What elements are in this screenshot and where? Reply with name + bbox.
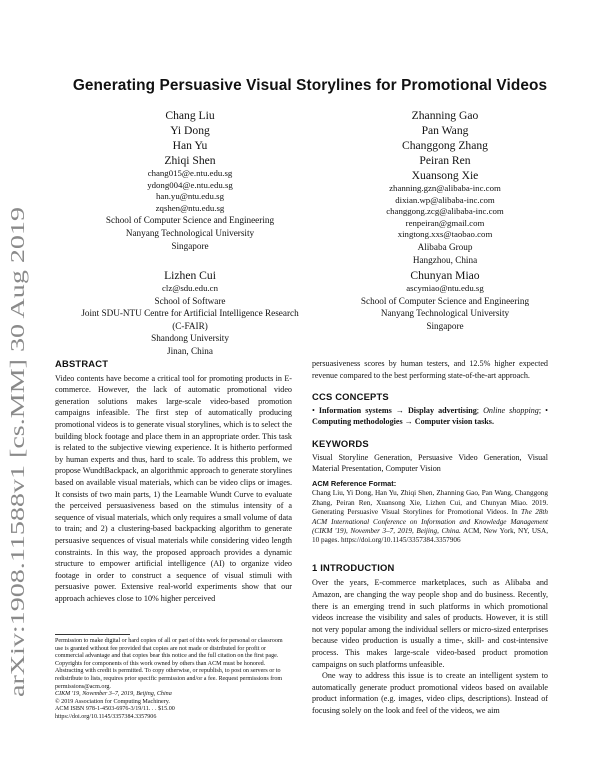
author-name: Yi Dong [170,124,210,137]
affiliation-line: Singapore [171,240,209,251]
author-email: changgong.zcg@alibaba-inc.com [386,206,504,217]
author-block-ntu [55,108,325,252]
author-block-alibaba [310,108,580,266]
ccs-concept-1-detail: Online shopping [483,405,539,415]
author-block-sdu [55,268,325,358]
ccs-bullet: • [545,405,548,415]
intro-heading: 1 INTRODUCTION [312,561,395,573]
author-name: Zhanning Gao [411,109,479,122]
intro-paragraph-2: One way to address this issue is to create an intelligent system to automatically generate product promotional videos based on available product information (e.g. images, video clips, descriptions). Instead of focusing solely on the look and feel of the videos, we aim [312,671,548,715]
author-email: xingtong.xxs@taobao.com [397,229,493,240]
author-email: renpeiran@gmail.com [405,217,485,228]
intro-paragraph-1: Over the years, E-commerce marketplaces, such as Alibaba and Amazon, are changing the way people shop and do business. Recently, there is an emerging trend in such platforms in which promotional videos increase the visibility and sales of products. However, it is still not very popular among the individual sellers or micro-sized enterprises because video production is usually a time-, skill- and cost-intensive process. This makes large-scale video-based product promotion campaigns on such platforms unfeasible. [312,578,548,669]
author-email: zhanning.gzn@alibaba-inc.com [389,183,501,193]
author-name: Xuansong Xie [411,169,479,182]
acm-reference [312,489,548,545]
ref-authors: Chang Liu, Yi Dong, Han Yu, Zhiqi Shen, Zhanning Gao, Pan Wang, Changgong Zhang, Peiran Ren, Xuansong Xie, Lizhen Cui, and Chunyan Miao. 2019. Generating Persuasive Visual Storylines for Promotional Videos. In [312,489,548,517]
ccs-concepts [312,405,548,428]
affiliation-line: Alibaba Group [417,241,473,252]
affiliation-line: Jinan, China [167,345,213,356]
footnote-rule [55,634,130,635]
author-email: ydong004@e.ntu.edu.sg [147,179,233,190]
author-name: Chang Liu [165,109,215,122]
isbn-line: ACM ISBN 978-1-4503-6976-3/19/11. . . $15.00 [55,706,175,713]
keywords-text: Visual Storyline Generation, Persuasive Video Generation, Visual Material Presentation, Computer Vision [312,452,548,474]
ccs-concept-1: Information systems → Display advertising [318,405,477,415]
author-email: dixian.wp@alibaba-inc.com [395,194,495,205]
acm-ref-heading: ACM Reference Format: [312,478,397,488]
abstract-text: Video contents have become a critical tool for promoting products in E-commerce. However, the lack of automatic promotional video generation solutions makes large-scale video-based promotion campaigns infeasible. The first step of automatically producing promotional videos is to generate visual storylines, which is to select the building block footage and place them in an appropriate order. This task is related to the subjective viewing experience. It is hitherto performed by human experts and thus, hard to scale. To address this problem, we propose WundtBackpack, an algorithmic approach to generate storylines based on available visual materials, which can be video clips or images. It consists of two main parts, 1) the Learnable Wundt Curve to evaluate the perceived persuasiveness based on the stimulus intensity of a sequence of visual materials, which only requires a small volume of data to train; and 2) a clustering-based backpacking algorithm to generate persuasive sequences of visual materials while considering video length constraints. In this way, the proposed approach provides a dynamic structure to empower artificial intelligence (AI) to organize video footage in order to construct a sequence of visual stimuli with persuasive power. Extensive real-world experiments show that our approach achieves close to 10% higher perceived [55,373,292,603]
author-name: Pan Wang [421,124,469,137]
affiliation-line: School of Computer Science and Engineering [360,295,530,306]
author-block-ntu-miao [310,268,580,332]
affiliation-line: Singapore [426,320,464,331]
author-name: Chunyan Miao [410,269,480,282]
ccs-sep: ; [538,405,546,415]
affiliation-line: Nanyang Technological University [125,227,255,238]
copyright-line: © 2019 Association for Computing Machinery. [55,698,170,705]
affiliation-line: Joint SDU-NTU Centre for Artificial Intelligence Research [81,308,299,319]
author-email: zqshen@ntu.edu.sg [155,202,225,213]
author-name: Changgong Zhang [402,139,488,152]
author-email: ascymiao@ntu.edu.sg [406,283,484,293]
author-name: Zhiqi Shen [164,154,216,167]
author-email: han.yu@ntu.edu.sg [156,191,224,202]
arxiv-stamp-text: arXiv:1908.11588v1 [cs.MM] 30 Aug 2019 [8,356,29,697]
doi-line: https://doi.org/10.1145/3357384.3357906 [55,713,157,720]
abstract-heading: ABSTRACT [55,358,109,369]
author-name: Peiran Ren [419,154,471,167]
intro-section [312,577,548,716]
ccs-heading: CCS CONCEPTS [312,391,389,403]
affiliation-line: School of Computer Science and Engineering [105,215,275,226]
arxiv-stamp-svg [2,200,32,700]
ccs-sep: ; [476,405,484,415]
author-email: chang015@e.ntu.edu.sg [147,168,233,178]
ref-tail: ACM, New York, NY, USA, 10 pages. https://doi.org/10.1145/3357384.3357906 [312,526,548,545]
abstract-section [55,358,292,604]
keywords-heading: KEYWORDS [312,437,369,449]
ccs-concept-2: Computing methodologies → Computer vision tasks. [312,417,494,427]
venue-line: CIKM '19, November 3–7, 2019, Beijing, China [55,691,172,698]
permission-footnote [55,634,292,722]
affiliation-line: School of Software [154,295,226,306]
right-column [312,358,548,717]
author-name: Lizhen Cui [164,269,216,282]
affiliation-line: (C-FAIR) [172,320,208,331]
permission-text: Permission to make digital or hard copies of all or part of this work for personal or classroom use is granted without fee provided that copies are not made or distributed for profit or commercial advantage and that copies bear this notice and the full citation on the first page. Copyrights for components of this work owned by others than ACM must be honored. Abstracting with credit is permitted. To copy otherwise, or republish, to post on servers or to redistribute to lists, requires prior specific permission and/or a fee. Request permissions from permissions@acm.org. [55,638,283,690]
abstract-continuation: persuasiveness scores by human testers, and 12.5% higher expected revenue compared to the best performing state-of-the-art approach. [312,359,548,380]
affiliation-line: Shandong University [151,333,229,344]
author-name: Han Yu [172,139,208,152]
paper-title: Generating Persuasive Visual Storylines for Promotional Videos [72,77,548,94]
ref-venue: The 28th ACM International Conference on Information and Knowledge Management (CIKM '19), November 3–7, 2019, Beijing, China. [312,508,549,535]
affiliation-line: Hangzhou, China [412,254,478,265]
affiliation-line: Nanyang Technological University [380,308,510,319]
author-email: clz@sdu.edu.cn [162,283,218,293]
ccs-bullet: • [312,405,319,415]
arxiv-stamp [2,200,32,700]
